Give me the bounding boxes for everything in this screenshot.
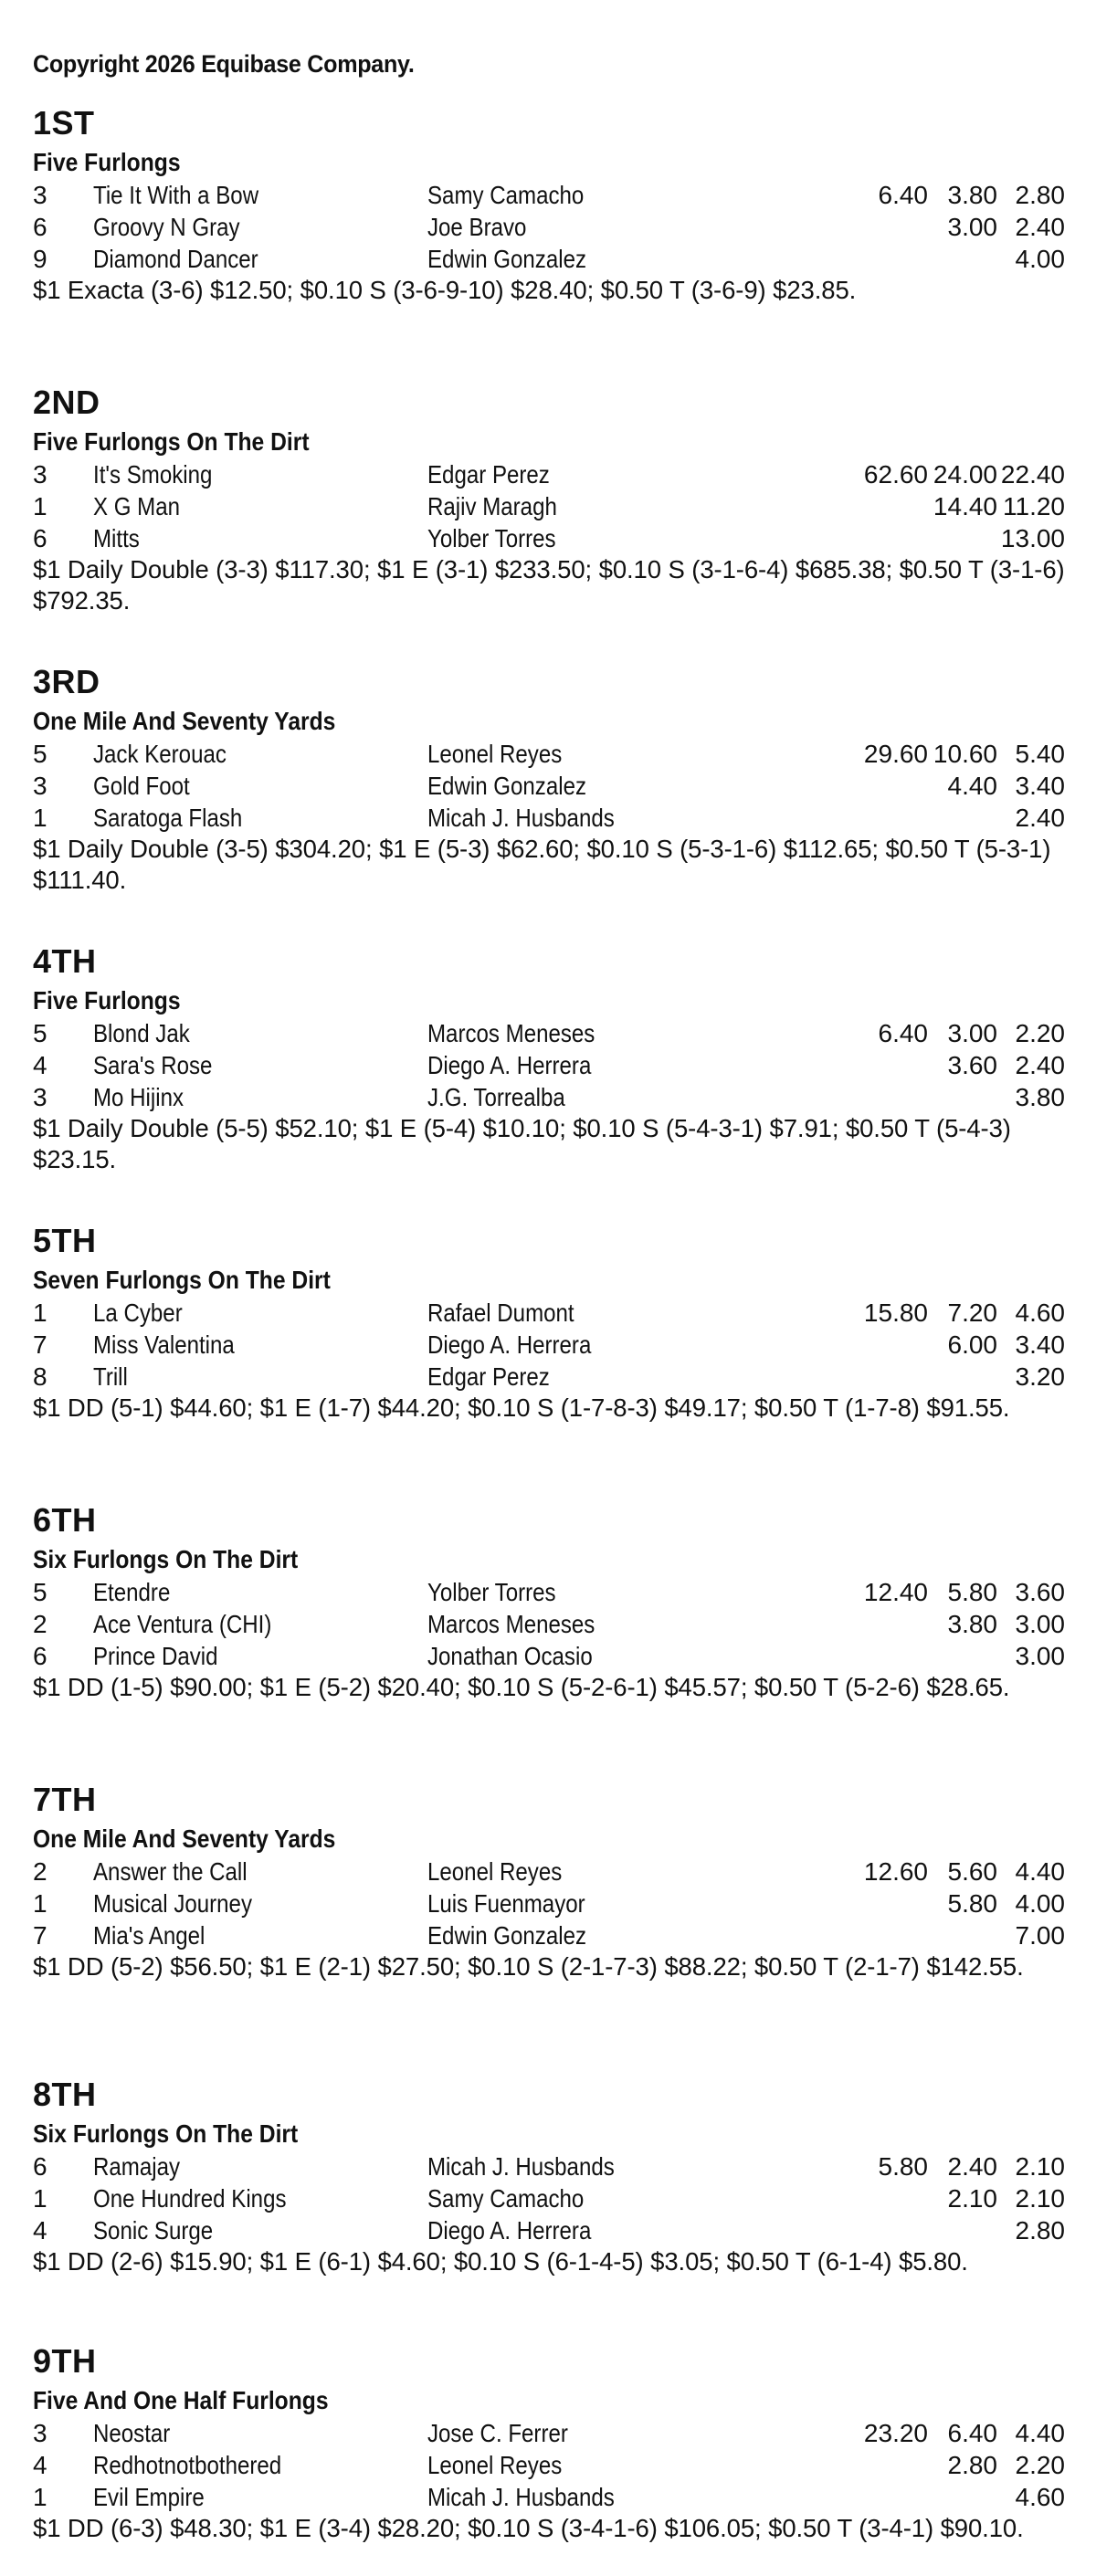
post-position: 1	[33, 492, 47, 520]
win-payout: 6.40	[878, 1019, 928, 1047]
finisher-row	[33, 1919, 1065, 1951]
horse-name: Answer the Call	[93, 1857, 248, 1886]
post-position: 3	[33, 1083, 47, 1111]
finisher-row	[33, 1049, 1065, 1081]
win-payout: 12.60	[863, 1857, 928, 1886]
horse-name: Mo Hijinx	[93, 1083, 184, 1111]
copyright-notice: Copyright 2026 Equibase Company.	[33, 50, 415, 78]
show-payout: 5.40	[1015, 740, 1065, 768]
race-title: 4TH	[33, 942, 97, 980]
finisher-row	[33, 2214, 1065, 2246]
horse-name: La Cyber	[93, 1299, 183, 1327]
exotic-payouts: $1 DD (1-5) $90.00; $1 E (5-2) $20.40; $0.10 S (5-2-6-1) $45.57; $0.50 T (5-2-6) $28.65.	[33, 1673, 1010, 1701]
post-position: 1	[33, 2483, 47, 2511]
show-payout: 2.40	[1015, 213, 1065, 241]
show-payout: 2.20	[1015, 1019, 1065, 1047]
show-payout: 3.60	[1015, 1578, 1065, 1606]
race-distance: Five And One Half Furlongs	[33, 2386, 329, 2414]
post-position: 2	[33, 1610, 47, 1638]
race-distance: Six Furlongs On The Dirt	[33, 2119, 299, 2148]
post-position: 3	[33, 181, 47, 209]
place-payout: 3.00	[947, 213, 997, 241]
race-distance: Seven Furlongs On The Dirt	[33, 1266, 331, 1294]
post-position: 5	[33, 1578, 47, 1606]
show-payout: 13.00	[1000, 524, 1065, 552]
show-payout: 4.00	[1015, 1889, 1065, 1918]
place-payout: 24.00	[933, 460, 997, 489]
show-payout: 11.20	[1003, 492, 1065, 520]
finisher-row	[33, 1081, 1065, 1113]
jockey-name: Edwin Gonzalez	[427, 772, 587, 800]
jockey-name: Edgar Perez	[427, 460, 550, 489]
race-distance: Six Furlongs On The Dirt	[33, 1545, 299, 1573]
post-position: 5	[33, 1019, 47, 1047]
win-payout: 12.40	[863, 1578, 928, 1606]
exotic-payouts: $1 DD (5-1) $44.60; $1 E (1-7) $44.20; $0.10 S (1-7-8-3) $49.17; $0.50 T (1-7-8) $91.55.	[33, 1393, 1010, 1422]
post-position: 7	[33, 1330, 47, 1359]
horse-name: Mia's Angel	[93, 1921, 206, 1950]
finisher-row	[33, 211, 1065, 243]
show-payout: 22.40	[1000, 460, 1065, 489]
race-block	[33, 100, 1065, 306]
race-title: 6TH	[33, 1501, 97, 1539]
jockey-name: Diego A. Herrera	[427, 2216, 592, 2245]
race-title: 1ST	[33, 104, 95, 142]
post-position: 8	[33, 1362, 47, 1391]
exotic-payouts: $1 Exacta (3-6) $12.50; $0.10 S (3-6-9-10) $28.40; $0.50 T (3-6-9) $23.85.	[33, 276, 857, 304]
horse-name: Saratoga Flash	[93, 804, 243, 832]
race-block	[33, 1777, 1065, 1982]
jockey-name: Leonel Reyes	[427, 1857, 563, 1886]
jockey-name: Yolber Torres	[427, 1578, 556, 1606]
place-payout: 6.00	[947, 1330, 997, 1359]
jockey-name: Jose C. Ferrer	[427, 2419, 568, 2447]
place-payout: 3.80	[947, 181, 997, 209]
show-payout: 4.60	[1015, 1299, 1065, 1327]
place-payout: 6.40	[947, 2419, 997, 2447]
show-payout: 4.60	[1015, 2483, 1065, 2511]
race-distance: Five Furlongs	[33, 986, 181, 1015]
finisher-row	[33, 1856, 1065, 1887]
horse-name: Ramajay	[93, 2152, 181, 2181]
show-payout: 2.40	[1015, 804, 1065, 832]
jockey-name: Rafael Dumont	[427, 1299, 574, 1327]
finisher-row	[33, 2417, 1065, 2449]
race-distance: One Mile And Seventy Yards	[33, 1824, 336, 1853]
race-title: 9TH	[33, 2342, 97, 2380]
show-payout: 2.40	[1015, 1051, 1065, 1079]
horse-name: Etendre	[93, 1578, 171, 1606]
horse-name: Blond Jak	[93, 1019, 190, 1047]
finisher-row	[33, 2150, 1065, 2182]
show-payout: 4.00	[1015, 245, 1065, 273]
show-payout: 4.40	[1015, 2419, 1065, 2447]
results-page	[33, 46, 1065, 2542]
finisher-row	[33, 2182, 1065, 2214]
race-block	[33, 1218, 1065, 1424]
place-payout: 5.60	[947, 1857, 997, 1886]
show-payout: 3.80	[1015, 1083, 1065, 1111]
jockey-name: Micah J. Husbands	[427, 2152, 615, 2181]
race-block	[33, 2072, 1065, 2277]
jockey-name: Jonathan Ocasio	[427, 1642, 593, 1670]
show-payout: 2.20	[1015, 2451, 1065, 2479]
race-block	[33, 380, 1065, 616]
post-position: 4	[33, 1051, 47, 1079]
horse-name: Neostar	[93, 2419, 171, 2447]
horse-name: Groovy N Gray	[93, 213, 240, 241]
race-block	[33, 659, 1065, 896]
place-payout: 7.20	[947, 1299, 997, 1327]
horse-name: Evil Empire	[93, 2483, 205, 2511]
post-position: 3	[33, 772, 47, 800]
post-position: 4	[33, 2216, 47, 2245]
win-payout: 15.80	[863, 1299, 928, 1327]
post-position: 1	[33, 1889, 47, 1918]
place-payout: 3.60	[947, 1051, 997, 1079]
race-distance: Five Furlongs On The Dirt	[33, 427, 310, 456]
race-distance: Five Furlongs	[33, 148, 181, 176]
finisher-row	[33, 179, 1065, 211]
post-position: 5	[33, 740, 47, 768]
place-payout: 3.80	[947, 1610, 997, 1638]
post-position: 6	[33, 2152, 47, 2181]
jockey-name: Marcos Meneses	[427, 1610, 595, 1638]
race-block	[33, 1498, 1065, 1703]
show-payout: 2.80	[1015, 2216, 1065, 2245]
finisher-row	[33, 1329, 1065, 1361]
race-title: 2ND	[33, 384, 100, 421]
horse-name: Sonic Surge	[93, 2216, 214, 2245]
finisher-row	[33, 458, 1065, 490]
show-payout: 3.00	[1015, 1642, 1065, 1670]
horse-name: Redhotnotbothered	[93, 2451, 282, 2479]
jockey-name: Diego A. Herrera	[427, 1330, 592, 1359]
win-payout: 6.40	[878, 181, 928, 209]
horse-name: Prince David	[93, 1642, 218, 1670]
horse-name: Mitts	[93, 524, 140, 552]
jockey-name: Luis Fuenmayor	[427, 1889, 585, 1918]
horse-name: It's Smoking	[93, 460, 213, 489]
place-payout: 2.80	[947, 2451, 997, 2479]
horse-name: Gold Foot	[93, 772, 190, 800]
win-payout: 23.20	[863, 2419, 928, 2447]
finisher-row	[33, 243, 1065, 275]
place-payout: 2.10	[947, 2184, 997, 2213]
finisher-row	[33, 522, 1065, 554]
race-title: 7TH	[33, 1781, 97, 1818]
finisher-row	[33, 802, 1065, 834]
horse-name: Musical Journey	[93, 1889, 252, 1918]
post-position: 6	[33, 524, 47, 552]
jockey-name: Samy Camacho	[427, 181, 585, 209]
jockey-name: Leonel Reyes	[427, 740, 563, 768]
show-payout: 2.10	[1015, 2152, 1065, 2181]
exotic-payouts: $1 DD (6-3) $48.30; $1 E (3-4) $28.20; $0.10 S (3-4-1-6) $106.05; $0.50 T (3-4-1) $90.10.	[33, 2514, 1024, 2542]
show-payout: 2.80	[1015, 181, 1065, 209]
finisher-row	[33, 2481, 1065, 2513]
exotic-payouts: $1 Daily Double (5-5) $52.10; $1 E (5-4) $10.10; $0.10 S (5-4-3-1) $7.91; $0.50 T (5-4-3) $23.15.	[33, 1114, 1011, 1173]
jockey-name: Joe Bravo	[427, 213, 527, 241]
finisher-row	[33, 1640, 1065, 1672]
finisher-row	[33, 1608, 1065, 1640]
post-position: 3	[33, 2419, 47, 2447]
win-payout: 62.60	[863, 460, 928, 489]
post-position: 1	[33, 1299, 47, 1327]
place-payout: 5.80	[947, 1578, 997, 1606]
horse-name: Trill	[93, 1362, 128, 1391]
race-block	[33, 939, 1065, 1175]
finisher-row	[33, 1017, 1065, 1049]
race-distance: One Mile And Seventy Yards	[33, 707, 336, 735]
show-payout: 3.40	[1015, 1330, 1065, 1359]
place-payout: 3.00	[947, 1019, 997, 1047]
jockey-name: Diego A. Herrera	[427, 1051, 592, 1079]
exotic-payouts: $1 Daily Double (3-5) $304.20; $1 E (5-3) $62.60; $0.10 S (5-3-1-6) $112.65; $0.50 T (5-3-1) $111.40.	[33, 835, 1051, 894]
finisher-row	[33, 490, 1065, 522]
show-payout: 7.00	[1015, 1921, 1065, 1950]
race-title: 8TH	[33, 2076, 97, 2113]
show-payout: 2.10	[1015, 2184, 1065, 2213]
show-payout: 3.40	[1015, 772, 1065, 800]
win-payout: 29.60	[863, 740, 928, 768]
race-block	[33, 2339, 1065, 2544]
show-payout: 4.40	[1015, 1857, 1065, 1886]
jockey-name: Yolber Torres	[427, 524, 556, 552]
race-title: 3RD	[33, 663, 100, 700]
jockey-name: Leonel Reyes	[427, 2451, 563, 2479]
jockey-name: Edwin Gonzalez	[427, 1921, 587, 1950]
horse-name: X G Man	[93, 492, 181, 520]
post-position: 7	[33, 1921, 47, 1950]
place-payout: 5.80	[947, 1889, 997, 1918]
horse-name: One Hundred Kings	[93, 2184, 287, 2213]
horse-name: Sara's Rose	[93, 1051, 213, 1079]
show-payout: 3.00	[1015, 1610, 1065, 1638]
race-title: 5TH	[33, 1222, 97, 1259]
finisher-row	[33, 1887, 1065, 1919]
finisher-row	[33, 2449, 1065, 2481]
finisher-row	[33, 738, 1065, 770]
jockey-name: Rajiv Maragh	[427, 492, 557, 520]
exotic-payouts: $1 DD (2-6) $15.90; $1 E (6-1) $4.60; $0.10 S (6-1-4-5) $3.05; $0.50 T (6-1-4) $5.80.	[33, 2247, 968, 2276]
show-payout: 3.20	[1015, 1362, 1065, 1391]
finisher-row	[33, 1361, 1065, 1393]
finisher-row	[33, 1297, 1065, 1329]
post-position: 3	[33, 460, 47, 489]
horse-name: Tie It With a Bow	[93, 181, 259, 209]
jockey-name: J.G. Torrealba	[427, 1083, 565, 1111]
post-position: 1	[33, 804, 47, 832]
post-position: 6	[33, 1642, 47, 1670]
jockey-name: Edwin Gonzalez	[427, 245, 587, 273]
place-payout: 2.40	[947, 2152, 997, 2181]
place-payout: 4.40	[947, 772, 997, 800]
post-position: 6	[33, 213, 47, 241]
post-position: 1	[33, 2184, 47, 2213]
jockey-name: Edgar Perez	[427, 1362, 550, 1391]
finisher-row	[33, 1576, 1065, 1608]
post-position: 4	[33, 2451, 47, 2479]
jockey-name: Samy Camacho	[427, 2184, 585, 2213]
jockey-name: Micah J. Husbands	[427, 2483, 615, 2511]
horse-name: Miss Valentina	[93, 1330, 235, 1359]
exotic-payouts: $1 DD (5-2) $56.50; $1 E (2-1) $27.50; $0.10 S (2-1-7-3) $88.22; $0.50 T (2-1-7) $142.55.	[33, 1952, 1024, 1981]
win-payout: 5.80	[878, 2152, 928, 2181]
horse-name: Diamond Dancer	[93, 245, 258, 273]
exotic-payouts: $1 Daily Double (3-3) $117.30; $1 E (3-1) $233.50; $0.10 S (3-1-6-4) $685.38; $0.50 T (3-1-6) $792.35.	[33, 555, 1065, 615]
place-payout: 14.40	[933, 492, 997, 520]
place-payout: 10.60	[933, 740, 997, 768]
post-position: 2	[33, 1857, 47, 1886]
horse-name: Ace Ventura (CHI)	[93, 1610, 272, 1638]
jockey-name: Micah J. Husbands	[427, 804, 615, 832]
finisher-row	[33, 770, 1065, 802]
jockey-name: Marcos Meneses	[427, 1019, 595, 1047]
horse-name: Jack Kerouac	[93, 740, 227, 768]
post-position: 9	[33, 245, 47, 273]
